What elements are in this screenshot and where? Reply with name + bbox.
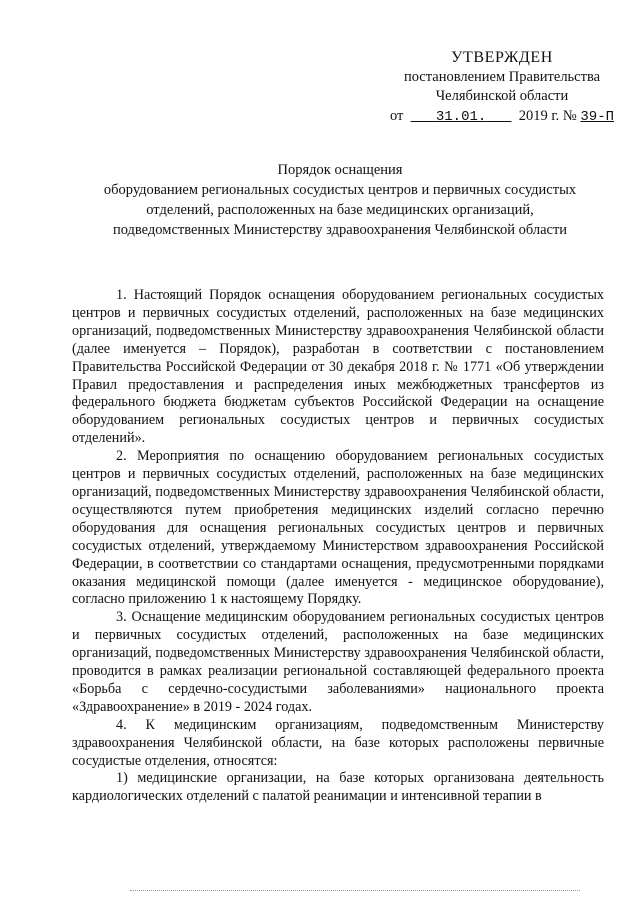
date-value: 31.01.	[435, 108, 487, 125]
approval-line-1: постановлением Правительства	[403, 68, 601, 85]
title-line-4: подведомственных Министерству здравоохранения Челябинской области	[112, 222, 568, 238]
paragraph-1: 1. Настоящий Порядок оснащения оборудованием региональных сосудистых центров и первичных сосудистых отделений, расположенных на базе медицинских организаций, подведомственных Министерству здравоохранения Челябинской области (далее именуется – Порядок), разработан в соответствии с постановлением Правительства Российской Федерации от 30 декабря 2018 г. № 1771 «Об утверждении Правил предоставления и распределения иных межбюджетных трансфертов из федерального бюджета бюджетам субъектов Российской Федерации на оснащение оборудованием региональных сосудистых центров и первичных сосудистых отделений».	[72, 287, 604, 447]
date-prefix: от	[389, 107, 404, 124]
approval-line-2: Челябинской области	[435, 88, 569, 104]
approval-stamp	[384, 48, 620, 127]
paragraph-4-item-1: 1) медицинские организации, на базе которых организована деятельность кардиологических отделений с палатой реанимации и интенсивной терапии в	[72, 770, 604, 805]
page-bottom-edge	[130, 890, 580, 891]
approval-date-line	[384, 107, 620, 128]
paragraph-4: 4. К медицинским организациям, подведомственным Министерству здравоохранения Челябинской области, на базе которых расположены первичные сосудистые отделения, относятся:	[72, 716, 604, 769]
approval-title: УТВЕРЖДЕН	[451, 49, 553, 66]
title-line-2: оборудованием региональных сосудистых центров и первичных сосудистых	[103, 182, 577, 198]
decree-number: 39-П	[580, 108, 615, 125]
date-suffix: 2019 г. №	[518, 107, 577, 124]
title-line-1: Порядок оснащения	[277, 162, 403, 178]
document-body	[72, 287, 604, 806]
paragraph-2: 2. Мероприятия по оснащению оборудованием региональных сосудистых центров и первичных сосудистых отделений, расположенных на базе медицинских организаций, подведомственных Министерству здравоохранения Челябинской области, осуществляются путем приобретения медицинских изделий согласно перечню оборудования для оснащения региональных сосудистых центров и первичных сосудистых отделений, утверждаемому Министерством здравоохранения Российской Федерации, в соответствии со стандартами оснащения, предусмотренными порядками оказания медицинской помощи (далее именуется - медицинское оборудование), согласно приложению 1 к настоящему Порядку.	[72, 448, 604, 608]
title-line-3: отделений, расположенных на базе медицинских организаций,	[146, 202, 534, 218]
paragraph-3: 3. Оснащение медицинским оборудованием региональных сосудистых центров и первичных сосудистых отделений, расположенных на базе медицинских организаций, подведомственных Министерству здравоохранения Челябинской области, проводится в рамках реализации региональной составляющей федерального проекта «Борьба с сердечно-сосудистыми заболеваниями» национального проекта «Здравоохранение» в 2019 - 2024 годах.	[72, 609, 604, 715]
document-title	[70, 160, 610, 240]
